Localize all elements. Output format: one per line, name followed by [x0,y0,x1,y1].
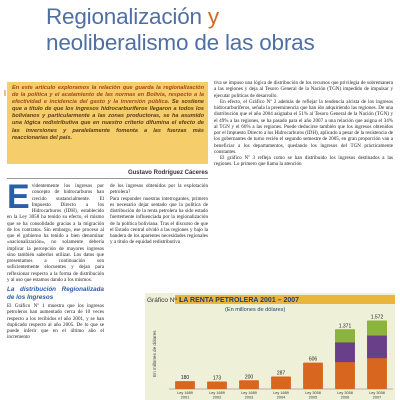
x-tick-label-year: 2002 [212,395,222,400]
x-tick-label: Ley 1689 [209,391,225,395]
x-tick-label: Ley 3058 [305,391,321,395]
bar [207,381,227,389]
x-tick-label-year: 2001 [180,395,190,400]
paragraph: tiva se impuso una lógica de distribución de los recursos que privilegia de sobremanera a las regiones y deja al Tesoro General de la Nación (TGN) impedido de impulsar y ejecutar políticas de desarrollo. [214,80,393,99]
paragraph: En efecto, el Gráfico Nº 2 además de reflejar la tendencia alcista de los ingresos hidrocarburíferos, señala la preeminencia que han ido adquiriendo las regiones. De una distribución que el año 2004 asignaba el 51% al Tesoro General de la Nación (TGN) y el 49% a las regiones, se ha pasado para el año 2007 a una relación que asigna el 34% al TGN y el 66% a las regiones. Puede deducirse también que los ingresos obtenidos por el Impuesto Directo a los Hidrocarburos (IDH), aplicado a pesar de la resistencia de los gobernantes de turno recién el segundo semestre de 2005, en gran proporción van a beneficiar a los departamentos, quedando los ingresos del TGN prácticamente constantes. [214,98,393,155]
byline-divider [7,178,208,179]
article-title: Regionalización y neoliberalismo de las obras [46,4,315,55]
x-tick-label-year: 2005 [308,395,318,400]
bar-segment-middle [367,336,387,359]
paragraph: El Gráfico Nº 1 muestra que los ingresos petroleros han aumentado cerca de 10 veces respecto a los recibidos el año 2001, y se han duplicado respecto al año 2005. De lo que se puede inferir que en el último año el incremento [7,303,104,341]
bar-value-label: 1.371 [338,323,352,330]
summary-marker [4,83,6,89]
summary-lead: En este artículo exploramos la relación que guarda la regionalización de la política y el acatamiento de las normas en Bolivia, respecto a la efectividad e incidencia del gasto y la inversión pública. [12,85,204,106]
bar-value-label: 1.572 [370,314,384,321]
bar-segment-top [335,329,355,342]
paragraph: de los ingresos obtenidos por la explotación petrolera? [110,183,208,196]
x-tick-label-year: 2004 [276,395,286,400]
bar-value-label: 180 [180,375,190,382]
bar [271,377,291,389]
chart-canvas [145,293,395,400]
paragraph: El gráfico Nº 3 refleja como se han distribuido los ingresos destinados a las regiones. Lo primero que llama la atención [214,155,393,168]
chart-figure-label: Gráfico Nº 1 [147,297,183,304]
x-tick-label: Ley 1689 [273,391,289,395]
x-tick-label: Ley 3058 [337,391,353,395]
chart-title: LA RENTA PETROLERA 2001 – 2007 [179,297,300,305]
bar [239,380,259,389]
x-tick-label: Ley 1689 [241,391,257,395]
bar [303,363,323,389]
text-column-1 [7,183,104,398]
y-axis-label: En millones de dólares [152,330,157,377]
text-column-2 [110,183,208,287]
bar-segment-top [367,321,387,336]
x-tick-label-year: 2007 [372,395,382,400]
x-tick-label: Ley 3058 [369,391,385,395]
title-accent: y [207,4,219,29]
paragraph: videntemente los ingresos por concepto de hidrocarburos han crecido sustancialmente. El Impuesto Directo a los Hidrocarburos (IDH), establecido en la Ley 3058 ha tenido su efecto, el mismo que se ha consolidado gracias a la migración de los contratos. Sin embargo, ese proceso al que el gobierno ha tenido a bien denominar «nacionalización», no solamente debería implicar la percepción de mayores ingresos sino también saberlos utilizar. Los datos que presentamos a continuación son suficientemente elocuentes y dejan para reflexionar respecto a la forma de distribución y al uso que estamos dando a los mismos. [7,183,104,283]
drop-cap: E [7,183,30,216]
bar [175,381,195,389]
text-column-3 [214,80,393,290]
author-byline: Gustavo Rodríguez Cáceres [127,170,208,176]
x-tick-label: Ley 1689 [177,391,193,395]
paragraph: Para responder nuestras interrogantes, primero es necesario dejar sentado que la política de distribución de la renta petrolera ha sido estado fuertemente influenciada por la regionalización de la política boliviana. Tras el discurso de que el Estado central olvidó a las regiones y bajo la bandera de los aparentes necesidades regionales y a título de equidad redistributiva [110,195,208,246]
summary-rest: Se sostiene que a título de que los ingresos hidrocarburíferos llegaron a todos los bolivianos y particularmente a las zonas productoras, se ha asumido una lógica redistributiva que en nuestro criterio difumina el efecto de las inversiones y paralelamente fomenta a las fuerzas más reaccionarias del país. [12,99,205,141]
bar-value-label: 606 [308,356,318,363]
bar-value-label: 200 [244,374,254,381]
x-tick-label-year: 2006 [340,395,350,400]
bar-segment-middle [335,342,355,362]
revenue-chart [145,293,395,400]
article-summary [7,82,208,164]
bar-value-label: 173 [212,375,222,382]
section-subhead: La distribución Regionalizada de los Ingresos [7,286,104,301]
chart-subtitle: (En millones de dólares) [225,307,286,313]
bar-value-label: 287 [276,370,286,377]
x-tick-label-year: 2003 [244,395,254,400]
